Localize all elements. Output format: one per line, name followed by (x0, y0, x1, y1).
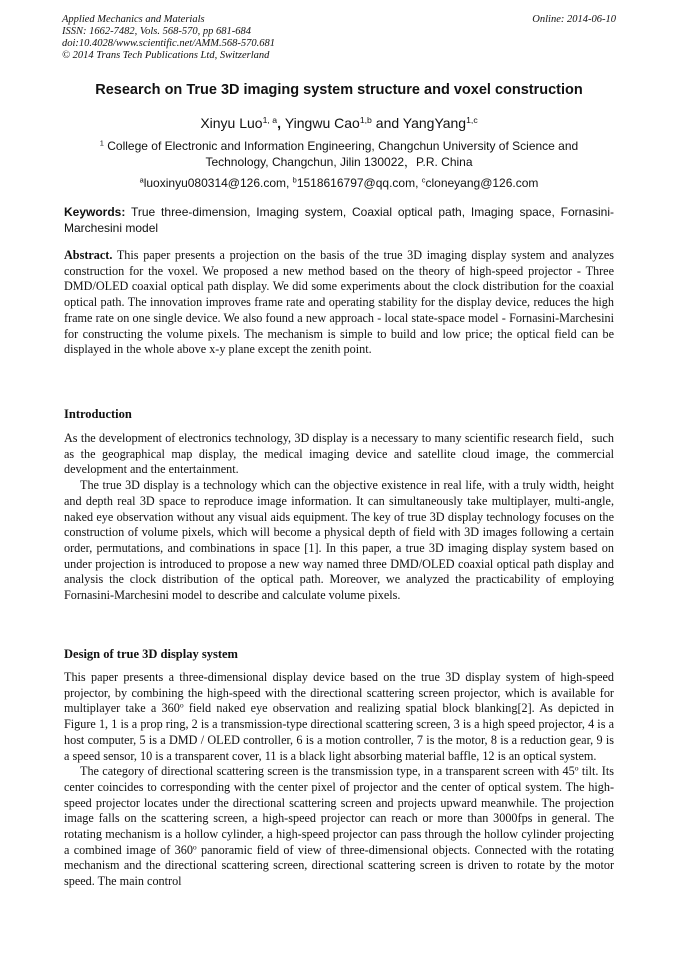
keywords-label: Keywords: (64, 205, 126, 219)
section-heading-design: Design of true 3D display system (64, 647, 238, 661)
abstract (64, 248, 614, 358)
issn-line: ISSN: 1662-7482, Vols. 568-570, pp 681-684 (62, 26, 251, 37)
paragraph (64, 764, 614, 890)
paper-title: Research on True 3D imaging system structure and voxel construction (95, 82, 583, 98)
design-body (64, 670, 614, 890)
author-list (0, 115, 678, 131)
email-link[interactable]: cloneyang@126.com (425, 176, 539, 190)
paragraph-text: The category of directional scattering screen is the transmission type, in a transparent screen with 45 (80, 764, 575, 779)
email-link[interactable]: 1518616797@qq.com, (296, 176, 422, 190)
author-name: Xinyu Luo (200, 115, 263, 131)
introduction-body (64, 431, 614, 604)
paragraph-text: field naked eye observation and realizing spatial block blanking[2]. As depicted in Figure 1, 1 is a prop ring, 2 is a transmission-type directional scattering screen, 3 is a high speed projector, 4 is a host computer, 5 is a DMD / OLED controller, 6 is a motion controller, 7 is the motor, 8 is a reduction gear, 9 is a speed sensor, 10 is a transparent cover, 11 is a black light absorbing material baffle, 12 is an optical system. (64, 701, 614, 763)
copyright-line: © 2014 Trans Tech Publications Ltd, Switzerland (62, 50, 270, 61)
doi-line: doi:10.4028/www.scientific.net/AMM.568-570.681 (62, 38, 275, 49)
paragraph: The true 3D display is a technology which can the objective existence in real life, with a truly width, height and depth real 3D space to reproduce image information. It can simultaneously take multiplayer, multi-angle, naked eye observation without any visual aids equipment. The key of true 3D display technology focuses on the construction of volume pixels, which will become a physical depth of field with 3D images following a certain order, permutations, and combinations in space [1]. In this paper, a true 3D imaging display system based on under projection is introduced to propose a new way named three DMD/OLED coaxial optical path display and analysis the clock distribution of the optical path. Moreover, we analyzed the practicability of employing Fornasini-Marchesini model to describe and calculate volume pixels. (64, 478, 614, 603)
degree-superscript: o (574, 763, 579, 773)
email-superscript: b (292, 175, 297, 185)
keywords-text: True three-dimension, Imaging system, Coaxial optical path, Imaging space, Fornasini-Marchesini model (64, 205, 614, 235)
author-separator: and (371, 115, 403, 131)
degree-superscript: o (192, 842, 197, 852)
affiliation-superscript: 1 (99, 138, 104, 148)
affiliation-text: College of Electronic and Information Engineering, Changchun University of Science and Technology, Changchun, Jilin 130022，P.R. China (103, 139, 579, 169)
online-date: Online: 2014-06-10 (532, 14, 616, 25)
email-list (0, 176, 678, 190)
degree-superscript: o (179, 700, 184, 710)
abstract-text: This paper presents a projection on the basis of the true 3D imaging display system and analyzes construction for the voxel. We proposed a new method based on the theory of high-speed projector - Three DMD/OLED coaxial optical path display. We did some experiments about the clock distribution for the coaxial optical path. The innovation improves frame rate and operating stability for the display device, reduces the high frame rate on one single device. We also found a new approach - local state-space model - Fornasini-Marchesini for constructing the volume pixels. The mechanism is simple to build and low price; the optical field can be displayed in the whole above x-y plane except the zenith point. (64, 248, 614, 357)
keywords (64, 204, 614, 236)
author-superscript: 1, a (262, 114, 278, 125)
author-separator: , (277, 115, 285, 131)
abstract-label: Abstract. (64, 248, 113, 262)
author-name: YangYang (402, 115, 467, 131)
affiliation (84, 138, 594, 170)
email-link[interactable]: luoxinyu080314@126.com, (143, 176, 293, 190)
author-name: Yingwu Cao (284, 115, 360, 131)
section-heading-introduction: Introduction (64, 407, 132, 421)
author-superscript: 1,b (359, 114, 372, 125)
author-superscript: 1,c (466, 114, 478, 125)
paragraph-text: This paper presents a three-dimensional display device based on the true 3D display system of high-speed projector, by combining the high-speed with the directional scattering screen projector, which is available for multiplayer take a 360 (64, 670, 614, 716)
paragraph-text: panoramic field of view of three-dimensional objects. Connected with the rotating mechanism and the directional scattering screen, directional scattering screen is driven to rotate by the motor speed. The main control (64, 842, 614, 889)
paragraph (64, 670, 614, 764)
email-superscript: c (421, 175, 426, 185)
journal-name: Applied Mechanics and Materials (62, 14, 205, 25)
email-superscript: a (139, 175, 144, 185)
journal-header (62, 14, 618, 62)
paragraph-text: tilt. Its center coincides to corresponding with the center pixel of projector and the center of optical system. The high-speed projector locates under the directional scattering screen and projects upward meanwhile. The projection image falls on the scattering screen, a high-speed projector can reach or more than 3000fps in general. The rotating mechanism is a hollow cylinder, a high-speed projector can pass through the hollow cylinder projecting a combined image of 360 (64, 764, 614, 857)
paragraph: As the development of electronics technology, 3D display is a necessary to many scientific research field，such as the geographical map display, the medical imaging device and satellite cloud image, the commercial development and the entertainment. (64, 431, 614, 477)
